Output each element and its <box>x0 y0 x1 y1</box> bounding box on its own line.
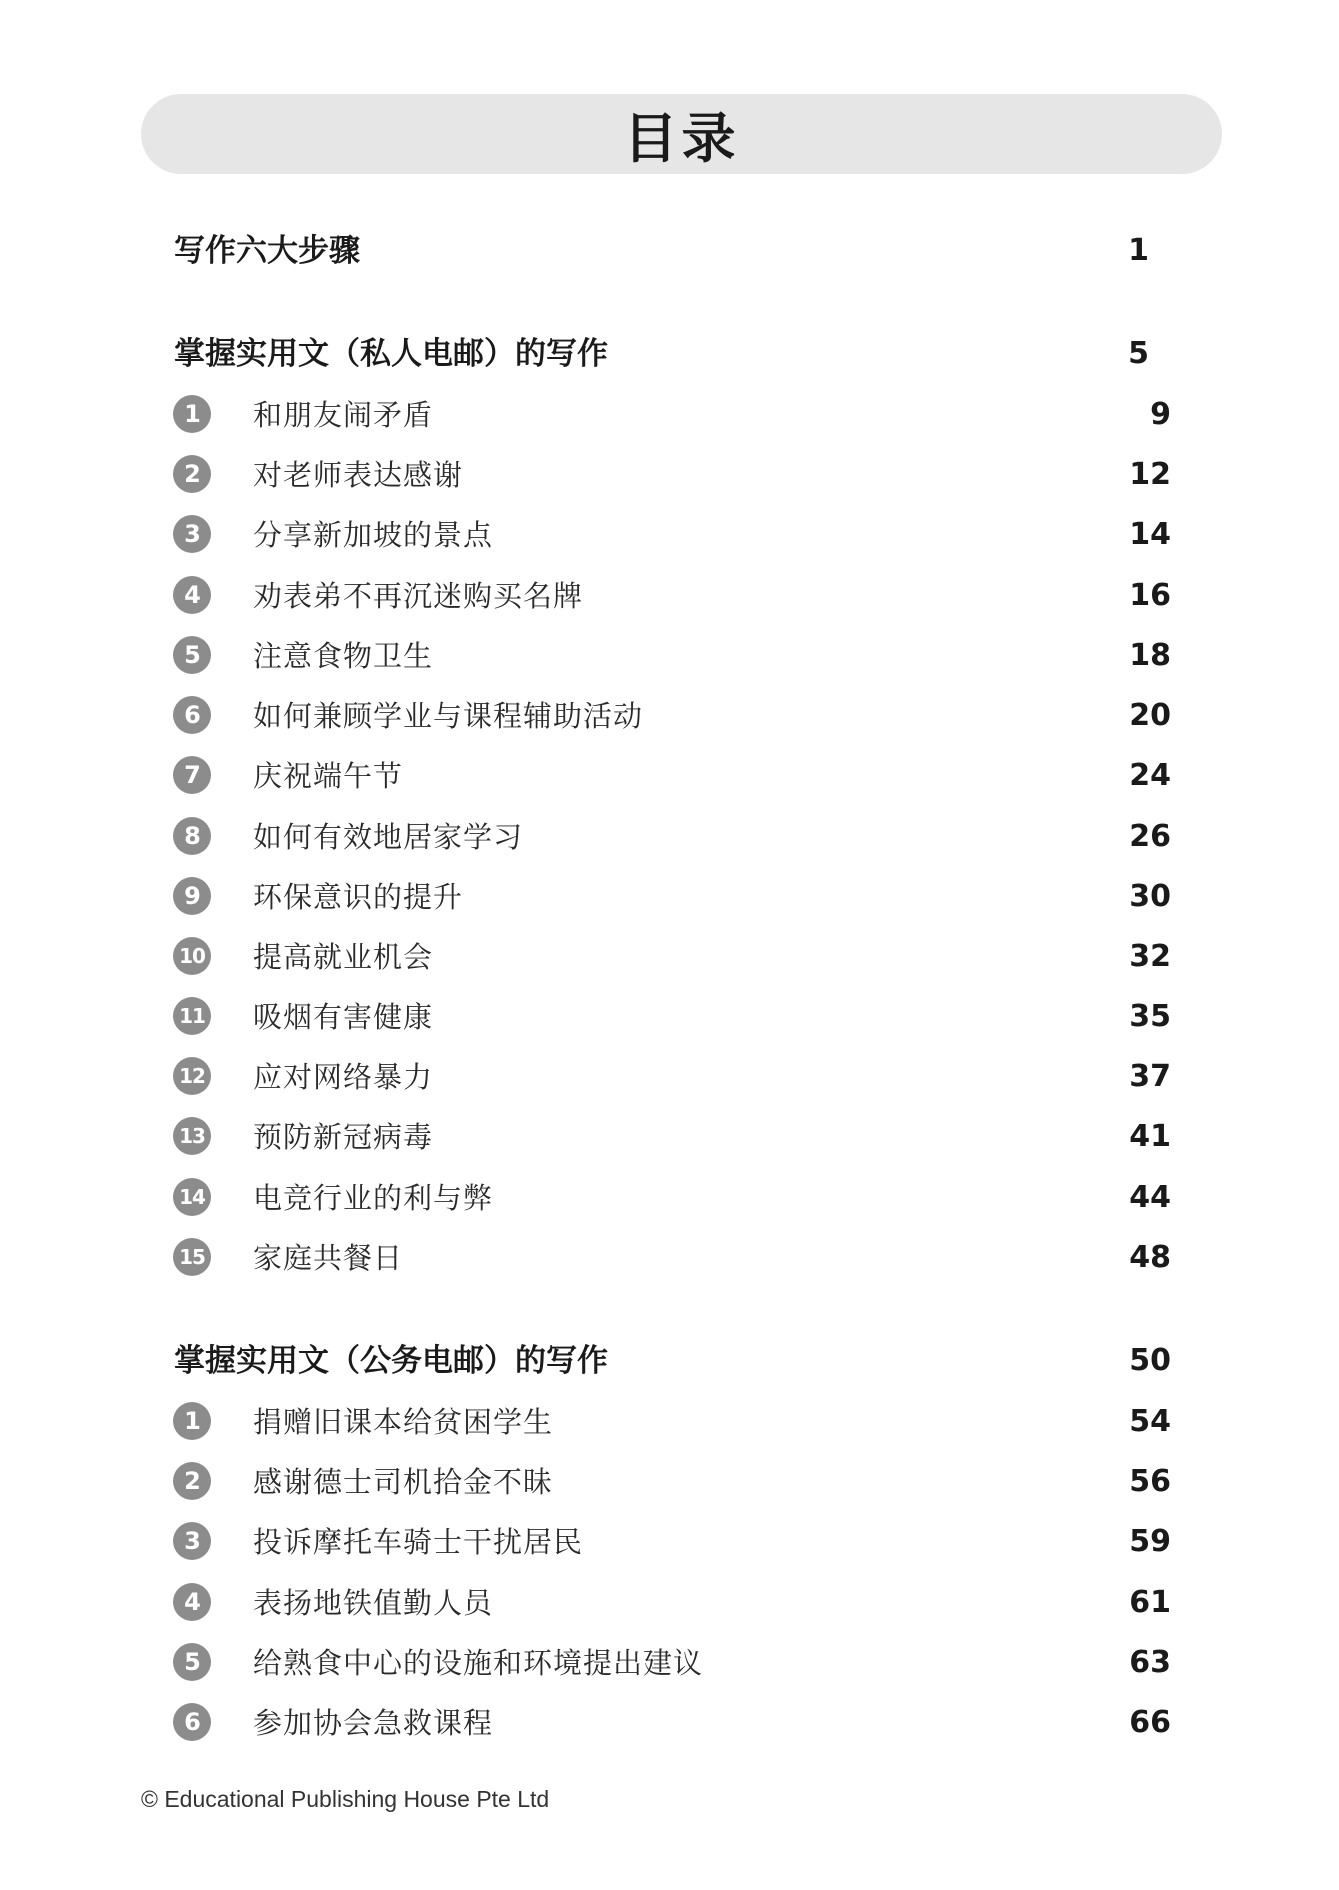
section-title: 掌握实用文（公务电邮）的写作 <box>174 1343 608 1379</box>
item-title: 表扬地铁值勤人员 <box>253 1586 494 1620</box>
toc-item-row[interactable] <box>0 1577 1339 1629</box>
number-badge: 12 <box>173 1057 211 1095</box>
toc-item-row[interactable] <box>0 1456 1339 1508</box>
number-badge: 13 <box>173 1117 211 1155</box>
page-number: 32 <box>1129 939 1171 974</box>
number-badge: 7 <box>173 756 211 794</box>
page-number: 12 <box>1129 457 1171 492</box>
page-number: 44 <box>1129 1180 1171 1215</box>
number-badge: 6 <box>173 696 211 734</box>
page-number: 56 <box>1129 1464 1171 1499</box>
toc-item-row[interactable] <box>0 1396 1339 1448</box>
number-badge: 5 <box>173 636 211 674</box>
page-number: 20 <box>1129 698 1171 733</box>
number-badge: 5 <box>173 1643 211 1681</box>
item-title: 给熟食中心的设施和环境提出建议 <box>253 1646 704 1680</box>
toc-item-row[interactable] <box>0 1111 1339 1163</box>
number-badge: 1 <box>173 1402 211 1440</box>
item-title: 电竞行业的利与弊 <box>253 1181 494 1215</box>
number-badge: 4 <box>173 1583 211 1621</box>
item-title: 家庭共餐日 <box>253 1241 404 1275</box>
page-number: 59 <box>1129 1524 1171 1559</box>
number-badge: 15 <box>173 1238 211 1276</box>
toc-item-row[interactable] <box>0 570 1339 622</box>
toc-item-row[interactable] <box>0 991 1339 1043</box>
section-title: 写作六大步骤 <box>174 233 360 269</box>
item-title: 环保意识的提升 <box>253 880 464 914</box>
title-bar <box>141 94 1222 174</box>
toc-item-row[interactable] <box>0 509 1339 561</box>
number-badge: 14 <box>173 1178 211 1216</box>
number-badge: 4 <box>173 576 211 614</box>
item-title: 分享新加坡的景点 <box>253 518 494 552</box>
number-badge: 1 <box>173 395 211 433</box>
page-number: 14 <box>1129 517 1171 552</box>
toc-item-row[interactable] <box>0 750 1339 802</box>
copyright-footer: © Educational Publishing House Pte Ltd <box>141 1786 550 1812</box>
toc-item-row[interactable] <box>0 1637 1339 1689</box>
item-title: 预防新冠病毒 <box>253 1120 434 1154</box>
item-title: 投诉摩托车骑士干扰居民 <box>253 1525 584 1559</box>
page-number: 35 <box>1129 999 1171 1034</box>
toc-item-row[interactable] <box>0 811 1339 863</box>
page-number: 9 <box>1150 397 1171 432</box>
item-title: 庆祝端午节 <box>253 759 404 793</box>
toc-item-row[interactable] <box>0 1516 1339 1568</box>
page-number: 1 <box>1128 233 1149 268</box>
number-badge: 3 <box>173 1522 211 1560</box>
number-badge: 2 <box>173 1462 211 1500</box>
toc-item-row[interactable] <box>0 389 1339 441</box>
toc-item-row[interactable] <box>0 630 1339 682</box>
page-number: 66 <box>1129 1705 1171 1740</box>
toc-item-row[interactable] <box>0 1172 1339 1224</box>
item-title: 劝表弟不再沉迷购买名牌 <box>253 579 584 613</box>
page-number: 26 <box>1129 819 1171 854</box>
page-number: 41 <box>1129 1119 1171 1154</box>
page-number: 5 <box>1128 336 1149 371</box>
item-title: 吸烟有害健康 <box>253 1000 434 1034</box>
toc-section-row[interactable] <box>0 1335 1339 1387</box>
toc-item-row[interactable] <box>0 1697 1339 1749</box>
page-number: 63 <box>1129 1645 1171 1680</box>
page-number: 16 <box>1129 578 1171 613</box>
number-badge: 6 <box>173 1703 211 1741</box>
item-title: 和朋友闹矛盾 <box>253 398 434 432</box>
number-badge: 10 <box>173 937 211 975</box>
toc-section-row[interactable] <box>0 328 1339 380</box>
page-number: 37 <box>1129 1059 1171 1094</box>
item-title: 应对网络暴力 <box>253 1060 434 1094</box>
number-badge: 2 <box>173 455 211 493</box>
toc-section-row[interactable] <box>0 225 1339 277</box>
toc-item-row[interactable] <box>0 931 1339 983</box>
item-title: 捐赠旧课本给贫困学生 <box>253 1405 554 1439</box>
toc-item-row[interactable] <box>0 690 1339 742</box>
item-title: 如何有效地居家学习 <box>253 820 524 854</box>
item-title: 参加协会急救课程 <box>253 1706 494 1740</box>
toc-item-row[interactable] <box>0 871 1339 923</box>
page-number: 18 <box>1129 638 1171 673</box>
toc-item-row[interactable] <box>0 449 1339 501</box>
page-number: 48 <box>1129 1240 1171 1275</box>
item-title: 对老师表达感谢 <box>253 458 464 492</box>
toc-item-row[interactable] <box>0 1232 1339 1284</box>
page-number: 24 <box>1129 758 1171 793</box>
number-badge: 11 <box>173 997 211 1035</box>
page-number: 54 <box>1129 1404 1171 1439</box>
number-badge: 3 <box>173 515 211 553</box>
item-title: 感谢德士司机拾金不昧 <box>253 1465 554 1499</box>
page-number: 61 <box>1129 1585 1171 1620</box>
page-title: 目录 <box>623 106 740 170</box>
number-badge: 9 <box>173 877 211 915</box>
page-number: 50 <box>1129 1343 1171 1378</box>
page-number: 30 <box>1129 879 1171 914</box>
item-title: 注意食物卫生 <box>253 639 434 673</box>
item-title: 如何兼顾学业与课程辅助活动 <box>253 699 644 733</box>
section-title: 掌握实用文（私人电邮）的写作 <box>174 336 608 372</box>
number-badge: 8 <box>173 817 211 855</box>
item-title: 提高就业机会 <box>253 940 434 974</box>
toc-item-row[interactable] <box>0 1051 1339 1103</box>
